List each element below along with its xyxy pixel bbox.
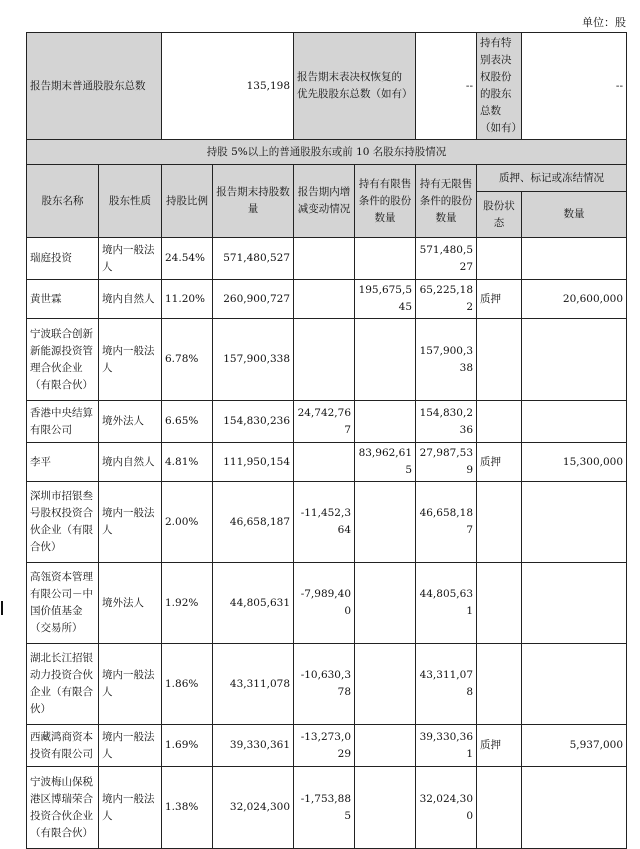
cell-change bbox=[294, 238, 355, 280]
table-row bbox=[27, 482, 627, 563]
cell-change: -10,630,378 bbox=[294, 644, 355, 725]
cell-ratio: 24.54% bbox=[162, 238, 213, 280]
shareholders-table bbox=[26, 32, 627, 849]
cell-ratio: 6.78% bbox=[162, 319, 213, 401]
header-unrestricted: 持有无限售条件的股份数量 bbox=[416, 165, 477, 238]
cell-ratio: 4.81% bbox=[162, 443, 213, 482]
total-common-value: 135,198 bbox=[162, 33, 294, 140]
cell-restricted bbox=[355, 401, 416, 443]
cell-pledge-qty bbox=[522, 482, 627, 563]
cell-status bbox=[477, 401, 522, 443]
cell-qty: 43,311,078 bbox=[213, 644, 294, 725]
cell-name: 宁波梅山保税港区博瑞荣合投资合伙企业（有限合伙） bbox=[27, 767, 99, 849]
cell-change: -7,989,400 bbox=[294, 563, 355, 644]
cell-change bbox=[294, 443, 355, 482]
cell-qty: 111,950,154 bbox=[213, 443, 294, 482]
cell-pledge-qty bbox=[522, 644, 627, 725]
table-row bbox=[27, 280, 627, 319]
cell-nature: 境内一般法人 bbox=[99, 482, 162, 563]
cell-unrestricted: 43,311,078 bbox=[416, 644, 477, 725]
cell-name: 深圳市招银叁号股权投资合伙企业（有限合伙） bbox=[27, 482, 99, 563]
cell-change: -11,452,364 bbox=[294, 482, 355, 563]
cell-unrestricted: 39,330,361 bbox=[416, 725, 477, 767]
cell-change bbox=[294, 280, 355, 319]
cell-nature: 境内一般法人 bbox=[99, 725, 162, 767]
cell-status bbox=[477, 319, 522, 401]
cell-nature: 境内一般法人 bbox=[99, 319, 162, 401]
cell-status bbox=[477, 644, 522, 725]
cell-pledge-qty bbox=[522, 401, 627, 443]
cell-pledge-qty: 5,937,000 bbox=[522, 725, 627, 767]
cell-ratio: 11.20% bbox=[162, 280, 213, 319]
table-row bbox=[27, 563, 627, 644]
cell-unrestricted: 154,830,236 bbox=[416, 401, 477, 443]
cell-qty: 46,658,187 bbox=[213, 482, 294, 563]
cell-status: 质押 bbox=[477, 443, 522, 482]
header-nature: 股东性质 bbox=[99, 165, 162, 238]
preferred-value: -- bbox=[416, 33, 477, 140]
cell-restricted bbox=[355, 238, 416, 280]
cell-nature: 境外法人 bbox=[99, 401, 162, 443]
cell-qty: 571,480,527 bbox=[213, 238, 294, 280]
cell-change: -13,273,029 bbox=[294, 725, 355, 767]
cell-unrestricted: 46,658,187 bbox=[416, 482, 477, 563]
section-title: 持股 5%以上的普通股股东或前 10 名股东持股情况 bbox=[27, 140, 627, 165]
cell-status bbox=[477, 482, 522, 563]
summary-row bbox=[27, 33, 627, 140]
cell-unrestricted: 27,987,539 bbox=[416, 443, 477, 482]
preferred-label: 报告期末表决权恢复的优先股股东总数（如有） bbox=[294, 33, 416, 140]
section-title-row bbox=[27, 140, 627, 165]
table-row bbox=[27, 238, 627, 280]
cell-name: 瑞庭投资 bbox=[27, 238, 99, 280]
cell-pledge-qty bbox=[522, 767, 627, 849]
cell-status: 质押 bbox=[477, 725, 522, 767]
cell-status bbox=[477, 767, 522, 849]
header-pledge-group: 质押、标记或冻结情况 bbox=[477, 165, 627, 192]
cell-change bbox=[294, 319, 355, 401]
cell-pledge-qty bbox=[522, 563, 627, 644]
cell-change: -1,753,885 bbox=[294, 767, 355, 849]
cell-nature: 境内一般法人 bbox=[99, 644, 162, 725]
header-change: 报告期内增减变动情况 bbox=[294, 165, 355, 238]
header-pledge-status: 股份状态 bbox=[477, 192, 522, 238]
cell-unrestricted: 157,900,338 bbox=[416, 319, 477, 401]
cell-name: 香港中央结算有限公司 bbox=[27, 401, 99, 443]
cell-ratio: 6.65% bbox=[162, 401, 213, 443]
cell-nature: 境内一般法人 bbox=[99, 238, 162, 280]
cell-name: 黄世霖 bbox=[27, 280, 99, 319]
cell-nature: 境内自然人 bbox=[99, 443, 162, 482]
header-row-1 bbox=[27, 165, 627, 192]
cell-pledge-qty bbox=[522, 319, 627, 401]
cell-restricted bbox=[355, 563, 416, 644]
cell-nature: 境内自然人 bbox=[99, 280, 162, 319]
cell-unrestricted: 44,805,631 bbox=[416, 563, 477, 644]
cell-name: 宁波联合创新新能源投资管理合伙企业（有限合伙） bbox=[27, 319, 99, 401]
cell-nature: 境内一般法人 bbox=[99, 767, 162, 849]
cell-status: 质押 bbox=[477, 280, 522, 319]
cell-unrestricted: 65,225,182 bbox=[416, 280, 477, 319]
unit-label: 单位：股 bbox=[582, 16, 626, 29]
cell-restricted bbox=[355, 644, 416, 725]
cell-restricted bbox=[355, 767, 416, 849]
table-row bbox=[27, 767, 627, 849]
cell-pledge-qty: 15,300,000 bbox=[522, 443, 627, 482]
header-qty: 报告期末持股数量 bbox=[213, 165, 294, 238]
header-pledge-qty: 数量 bbox=[522, 192, 627, 238]
cell-pledge-qty: 20,600,000 bbox=[522, 280, 627, 319]
header-name: 股东名称 bbox=[27, 165, 99, 238]
cell-ratio: 1.92% bbox=[162, 563, 213, 644]
cell-change: 24,742,767 bbox=[294, 401, 355, 443]
cell-ratio: 1.38% bbox=[162, 767, 213, 849]
cell-status bbox=[477, 238, 522, 280]
cell-ratio: 1.86% bbox=[162, 644, 213, 725]
header-restricted: 持有有限售条件的股份数量 bbox=[355, 165, 416, 238]
cell-restricted bbox=[355, 482, 416, 563]
cell-ratio: 2.00% bbox=[162, 482, 213, 563]
special-label: 持有特别表决权股份的股东总数（如有） bbox=[477, 33, 522, 140]
cell-ratio: 1.69% bbox=[162, 725, 213, 767]
header-ratio: 持股比例 bbox=[162, 165, 213, 238]
cell-qty: 39,330,361 bbox=[213, 725, 294, 767]
cell-restricted: 83,962,615 bbox=[355, 443, 416, 482]
cell-qty: 32,024,300 bbox=[213, 767, 294, 849]
cell-name: 湖北长江招银动力投资合伙企业（有限合伙） bbox=[27, 644, 99, 725]
special-value: -- bbox=[522, 33, 627, 140]
margin-mark bbox=[1, 601, 3, 615]
cell-unrestricted: 571,480,527 bbox=[416, 238, 477, 280]
table-row bbox=[27, 319, 627, 401]
total-common-label: 报告期末普通股股东总数 bbox=[27, 33, 162, 140]
cell-qty: 154,830,236 bbox=[213, 401, 294, 443]
cell-qty: 157,900,338 bbox=[213, 319, 294, 401]
cell-unrestricted: 32,024,300 bbox=[416, 767, 477, 849]
cell-name: 李平 bbox=[27, 443, 99, 482]
table-row bbox=[27, 443, 627, 482]
cell-nature: 境外法人 bbox=[99, 563, 162, 644]
cell-restricted bbox=[355, 319, 416, 401]
table-row bbox=[27, 644, 627, 725]
cell-pledge-qty bbox=[522, 238, 627, 280]
cell-qty: 44,805,631 bbox=[213, 563, 294, 644]
cell-qty: 260,900,727 bbox=[213, 280, 294, 319]
table-row bbox=[27, 401, 627, 443]
cell-restricted: 195,675,545 bbox=[355, 280, 416, 319]
table-row bbox=[27, 725, 627, 767]
cell-status bbox=[477, 563, 522, 644]
cell-name: 西藏鸿商资本投资有限公司 bbox=[27, 725, 99, 767]
cell-name: 高瓴资本管理有限公司－中国价值基金（交易所） bbox=[27, 563, 99, 644]
cell-restricted bbox=[355, 725, 416, 767]
